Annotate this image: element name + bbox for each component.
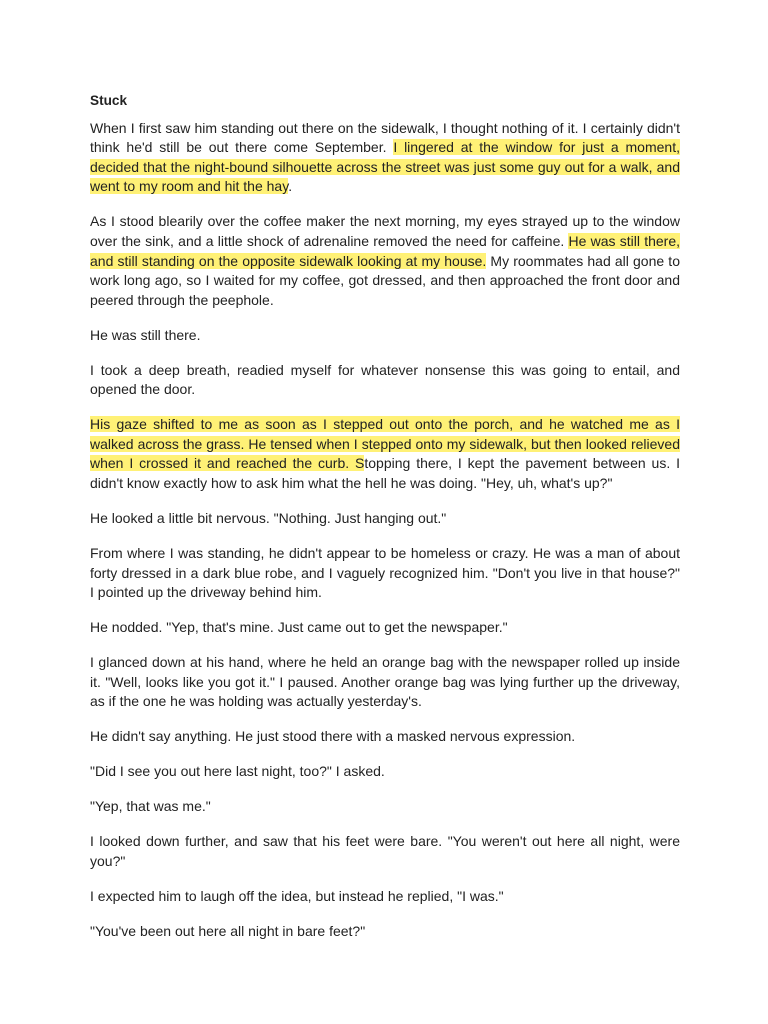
text-span: I expected him to laugh off the idea, but instead he replied, "I was." (90, 887, 504, 904)
text-span: He didn't say anything. He just stood there with a masked nervous expression. (90, 728, 576, 745)
paragraph (90, 727, 680, 747)
paragraph (90, 509, 680, 529)
document-title: Stuck (90, 93, 128, 108)
text-span: He nodded. "Yep, that's mine. Just came out to get the newspaper." (90, 619, 508, 636)
paragraph (90, 618, 680, 638)
paragraph (90, 653, 680, 712)
paragraph (90, 922, 680, 942)
document-body (90, 119, 680, 942)
paragraph (90, 361, 680, 400)
text-span: I took a deep breath, readied myself for whatever nonsense this was going to entail, and opened the door. (90, 361, 680, 398)
paragraph (90, 832, 680, 871)
document-page (90, 91, 680, 957)
text-span: When I first saw him standing out there on the sidewalk, I thought nothing of it. I certainly didn't think he'd still be out there come September. (90, 119, 680, 156)
text-span: . (288, 178, 293, 195)
text-span: topping there, I kept the pavement between us. I didn't know exactly how to ask him what the hell he was doing. "Hey, uh, what's up?" (90, 455, 681, 492)
text-span: I looked down further, and saw that his feet were bare. "You weren't out here all night, were you?" (90, 833, 680, 869)
text-span: "Yep, that was me." (90, 798, 211, 815)
text-span: "Did I see you out here last night, too?" I asked. (90, 763, 385, 780)
paragraph (90, 326, 680, 346)
text-span: From where I was standing, he didn't appear to be homeless or crazy. He was a man of about forty dressed in a dark blue robe, and I vaguely recognized him. "Don't you live in that house?" I pointed up the driveway behind him. (90, 545, 680, 601)
paragraph (90, 119, 680, 197)
text-span: My roommates had all gone to work long ago, so I waited for my coffee, got dressed, and then approached the front door and peered through the peephole. (90, 252, 680, 308)
paragraph (90, 797, 680, 817)
highlighted-text: He was still there, and still standing on the opposite sidewalk looking at my house. (90, 232, 680, 269)
paragraph (90, 544, 680, 603)
paragraph (90, 762, 680, 782)
text-span: I glanced down at his hand, where he held an orange bag with the newspaper rolled up inside it. "Well, looks like you got it." I paused. Another orange bag was lying further up the driveway, as if the one he was holding was actually yesterday's. (90, 654, 680, 710)
paragraph (90, 415, 680, 493)
highlighted-text: I lingered at the window for just a moment, decided that the night-bound silhouette across the street was just some guy out for a walk, and went to my room and hit the hay (90, 139, 680, 195)
text-span: As I stood blearily over the coffee maker the next morning, my eyes strayed up to the window over the sink, and a little shock of adrenaline removed the need for caffeine. (90, 213, 680, 249)
paragraph (90, 212, 680, 310)
text-span: "You've been out here all night in bare feet?" (90, 922, 366, 939)
highlighted-text: His gaze shifted to me as soon as I stepped out onto the porch, and he watched me as I walked across the grass. He tensed when I stepped onto my sidewalk, but then looked relieved when I crossed it and reached the curb. S (90, 416, 680, 472)
text-span: He was still there. (90, 326, 201, 343)
text-span: He looked a little bit nervous. "Nothing. Just hanging out." (90, 510, 447, 527)
paragraph (90, 887, 680, 907)
